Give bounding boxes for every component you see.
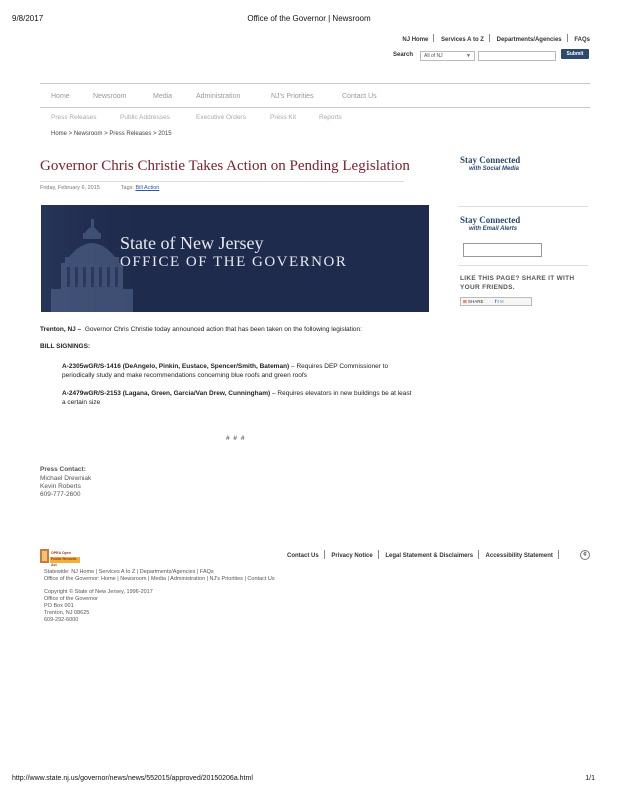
footer-link-accessibility[interactable]: Accessibility Statement <box>485 553 553 559</box>
print-url: http://www.state.nj.us/governor/news/news/552015/approved/20150206a.html <box>12 775 253 782</box>
stay-connected-social-heading[interactable]: Stay Connected <box>460 155 521 165</box>
chevron-down-icon: ▼ <box>466 53 471 59</box>
divider <box>40 181 404 182</box>
footer-links <box>287 550 564 559</box>
article-date: Friday, February 6, 2015 <box>40 185 100 191</box>
address-line: PO Box 001 <box>44 603 74 609</box>
main-nav <box>40 83 590 108</box>
press-contact-title: Press Contact: <box>40 466 86 473</box>
end-marks: # # # <box>226 435 246 442</box>
plus-icon: ⊞ <box>463 299 467 304</box>
subnav-executive-orders[interactable]: Executive Orders <box>196 114 246 121</box>
nav-newsroom[interactable]: Newsroom <box>93 93 127 100</box>
address-phone: 609-292-6000 <box>44 617 79 623</box>
search-scope-select[interactable] <box>420 51 475 61</box>
subnav-public-addresses[interactable]: Public Addresses <box>120 114 170 121</box>
email-alerts-subheading[interactable]: with Email Alerts <box>469 226 518 232</box>
bill-item <box>62 389 412 407</box>
bill-id: A-2479wGR/S-2153 (Lagana, Green, Garcia/Van Drew, Cunningham) <box>62 390 271 397</box>
footer-office-links[interactable]: Office of the Governor: Home | Newsroom | Media | Administration | NJ's Priorities | Contact Us <box>44 576 275 582</box>
subnav-press-releases[interactable]: Press Releases <box>51 114 97 121</box>
print-title: Office of the Governor | Newsroom <box>247 14 371 23</box>
opra-logo[interactable] <box>40 549 80 565</box>
nav-administration[interactable]: Administration <box>196 93 241 100</box>
bill-item <box>62 362 412 380</box>
util-link-services[interactable]: Services A to Z <box>441 37 484 43</box>
divider <box>458 206 588 207</box>
breadcrumb[interactable]: Home > Newsroom > Press Releases > 2015 <box>51 131 172 137</box>
tag-link[interactable]: Bill Action <box>135 185 160 191</box>
page-title: Governor Chris Christie Takes Action on Pending Legislation <box>40 158 410 174</box>
bill-desc: – Requires elevators in new buildings be at least a certain size <box>62 390 412 406</box>
search-submit-button[interactable]: Submit <box>561 49 589 59</box>
utility-nav <box>402 34 590 43</box>
twitter-icon: t <box>497 299 499 304</box>
bill-id: A-2305wGR/S-1416 (DeAngelo, Pinkin, Eustace, Spencer/Smith, Bateman) <box>62 363 290 370</box>
intro-text: Governor Chris Christie today announced action that has been taken on the following legislation: <box>84 326 362 333</box>
share-label: SHARE <box>468 299 484 304</box>
share-button[interactable] <box>460 297 532 306</box>
nav-media[interactable]: Media <box>153 93 173 100</box>
divider <box>458 265 588 266</box>
subnav-press-kit[interactable]: Press Kit <box>270 114 297 121</box>
press-contact-phone: 609-777-2600 <box>40 491 81 498</box>
nav-priorities[interactable]: NJ's Priorities <box>271 93 314 100</box>
print-date: 9/8/2017 <box>12 14 44 23</box>
search-scope-value: All of NJ <box>424 53 443 59</box>
article-meta <box>40 185 159 191</box>
article-intro <box>40 325 430 334</box>
util-link-faqs[interactable]: FAQs <box>574 37 590 43</box>
share-prompt: LIKE THIS PAGE? SHARE IT WITH YOUR FRIENDS. <box>460 275 575 291</box>
banner-state: State of New Jersey <box>120 233 264 253</box>
email-icon: ✉ <box>499 299 504 304</box>
bill-desc: – Requires DEP Commissioner to periodically study and make recommendations concerning blue roofs and green roofs <box>62 363 389 379</box>
util-link-nj-home[interactable]: NJ Home <box>402 37 429 43</box>
tags-label: Tags: <box>120 185 134 191</box>
dateline: Trenton, NJ – <box>40 326 82 333</box>
footer-link-legal[interactable]: Legal Statement & Disclaimers <box>385 553 474 559</box>
email-alert-input[interactable] <box>463 243 542 257</box>
subnav-reports[interactable]: Reports <box>319 114 342 121</box>
signings-heading: BILL SIGNINGS: <box>40 343 91 350</box>
search-label: Search <box>393 52 414 58</box>
press-contact-name: Kevin Roberts <box>40 483 81 490</box>
social-icons: f <box>494 299 497 304</box>
social-media-subheading[interactable]: with Social Media <box>469 166 520 172</box>
accessibility-icon[interactable]: ¢ <box>580 550 590 560</box>
footer-link-contact[interactable]: Contact Us <box>287 553 319 559</box>
search-input[interactable] <box>478 51 556 61</box>
stay-connected-email-heading[interactable]: Stay Connected <box>460 215 521 225</box>
footer-statewide-links[interactable]: Statewide: NJ Home | Services A to Z | Departments/Agencies | FAQs <box>44 569 214 575</box>
address-line: Office of the Governor <box>44 596 99 602</box>
opra-text: OPRA Open Public Records Act <box>51 551 77 567</box>
governor-banner <box>41 205 429 312</box>
util-link-departments[interactable]: Departments/Agencies <box>496 37 562 43</box>
nav-contact[interactable]: Contact Us <box>342 93 377 100</box>
banner-office: OFFICE OF THE GOVERNOR <box>120 254 348 270</box>
address-line: Trenton, NJ 08625 <box>44 610 90 616</box>
copyright: Copyright © State of New Jersey, 1996-2017 <box>44 589 153 595</box>
print-page-number: 1/1 <box>585 775 595 782</box>
nav-home[interactable]: Home <box>51 93 70 100</box>
footer-link-privacy[interactable]: Privacy Notice <box>331 553 373 559</box>
press-contact-name: Michael Drewniak <box>40 475 92 482</box>
